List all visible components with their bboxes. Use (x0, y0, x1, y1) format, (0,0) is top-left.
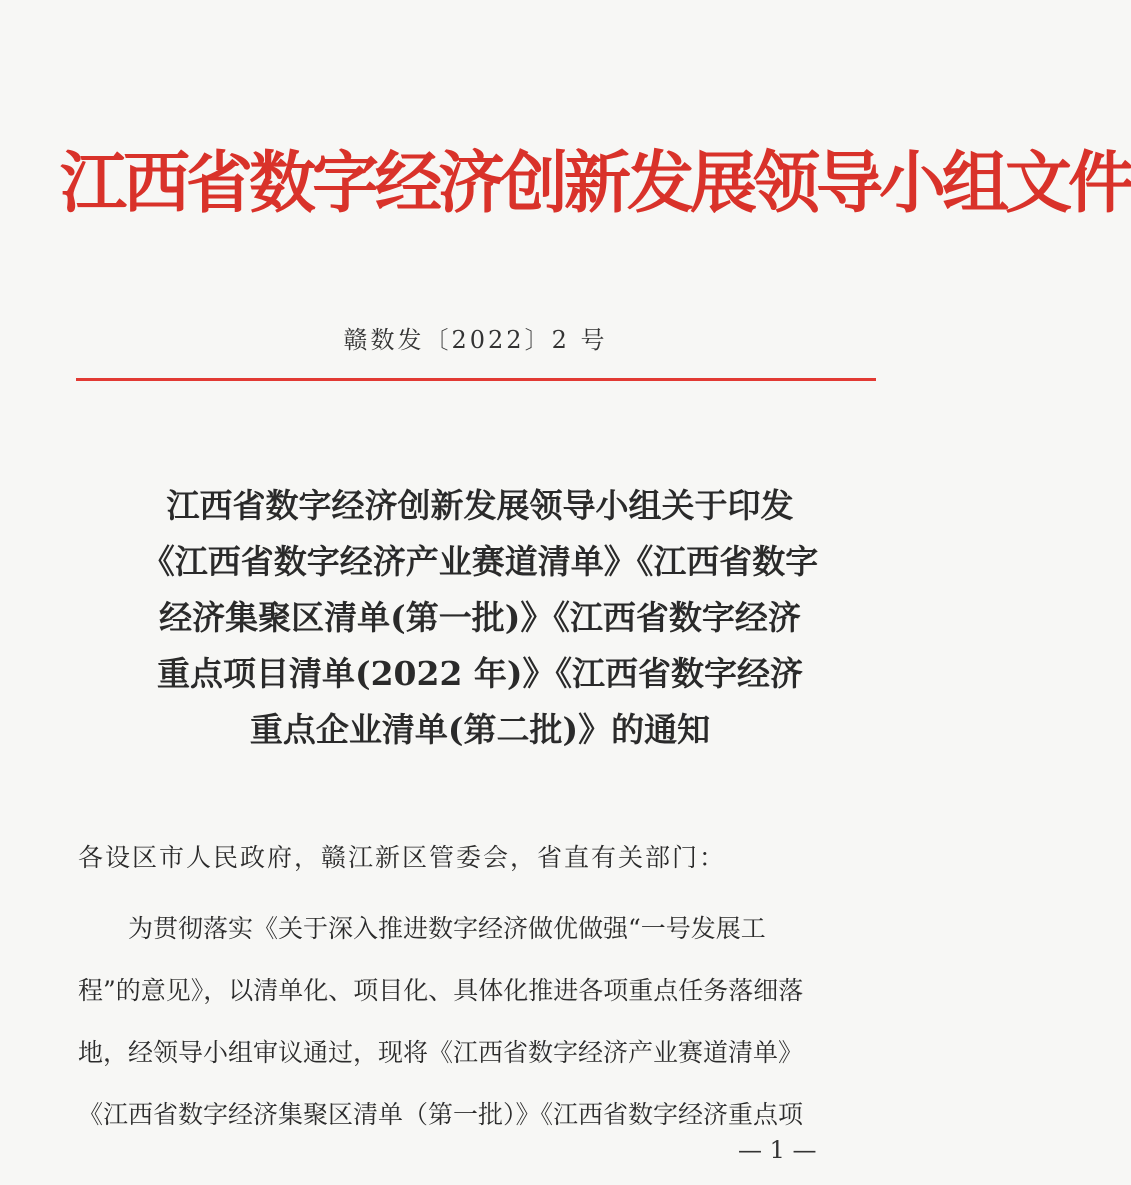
title-line: 江西省数字经济创新发展领导小组关于印发 (166, 486, 794, 525)
red-divider-line (76, 378, 876, 381)
body-line: 为贯彻落实《关于深入推进数字经济做优做强“一号发展工 (128, 914, 766, 943)
issuer-header: 江西省数字经济创新发展领导小组文件 (60, 144, 1131, 222)
title-line: 重点项目清单(2022 年)》《江西省数字经济 (156, 654, 804, 693)
title-line: 经济集聚区清单(第一批)》《江西省数字经济 (159, 598, 801, 637)
body-paragraph (78, 898, 878, 1146)
page-number: — 1 — (738, 1136, 817, 1164)
notice-title (90, 478, 870, 758)
title-line: 《江西省数字经济产业赛道清单》《江西省数字 (141, 542, 819, 581)
body-line: 地，经领导小组审议通过，现将《江西省数字经济产业赛道清单》 (78, 1038, 804, 1067)
body-line: 《江西省数字经济集聚区清单（第一批）》《江西省数字经济重点项 (78, 1100, 804, 1129)
title-line: 重点企业清单(第二批)》的通知 (249, 710, 711, 749)
document-number: 赣数发〔2022〕2 号 (343, 326, 608, 354)
body-line: 程”的意见》，以清单化、项目化、具体化推进各项重点任务落细落 (78, 976, 804, 1005)
salutation: 各设区市人民政府，赣江新区管委会，省直有关部门： (78, 843, 727, 872)
